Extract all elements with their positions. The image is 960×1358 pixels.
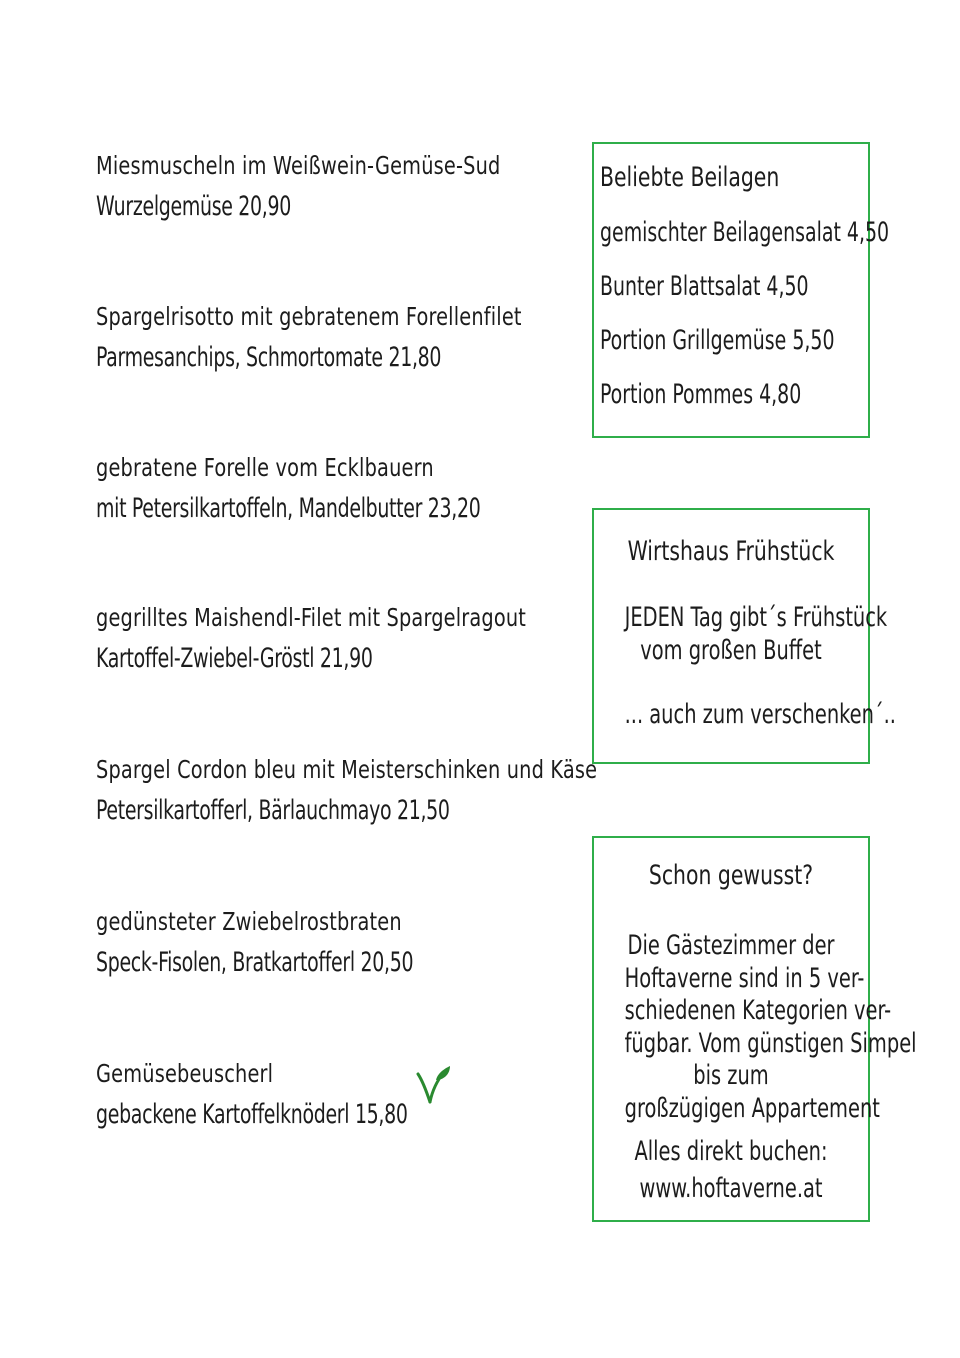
dish-name: Spargel Cordon bleu mit Meisterschinken und Käse [96, 755, 598, 784]
vegan-leaf-icon [414, 1064, 452, 1106]
info-text: fügbar. Vom günstigen Simpel [624, 1027, 917, 1059]
menu-item [96, 297, 586, 379]
info-text: bis zum [693, 1060, 769, 1091]
menu-item [96, 902, 586, 984]
dish-name: gedünsteter Zwiebelrostbraten [96, 907, 402, 936]
dish-description: Speck-Fisolen, Bratkartofferl 20,50 [96, 947, 414, 978]
dish-name: Miesmuscheln im Weißwein-Gemüse-Sud [96, 151, 501, 180]
dish-description: Parmesanchips, Schmortomate 21,80 [96, 342, 442, 373]
menu-item [96, 146, 586, 228]
breakfast-box [592, 508, 896, 764]
side-item: Portion Pommes 4,80 [600, 379, 802, 410]
dish-name: Gemüsebeuscherl [96, 1059, 274, 1088]
side-item: gemischter Beilagensalat 4,50 [600, 217, 890, 248]
info-text: Die Gästezimmer der [627, 930, 835, 961]
breakfast-text: vom großen Buffet [640, 634, 822, 666]
dish-description: Wurzelgemüse 20,90 [96, 191, 291, 222]
menu-item [96, 750, 598, 832]
dish-name: gegrilltes Maishendl-Filet mit Spargelragout [96, 603, 527, 632]
info-text: großzügigen Appartement [624, 1092, 880, 1124]
side-item: Bunter Blattsalat 4,50 [600, 271, 809, 302]
sides-box [592, 142, 890, 438]
info-title: Schon gewusst? [648, 860, 814, 891]
breakfast-text: JEDEN Tag gibt´s Frühstück [624, 602, 888, 633]
menu-item [96, 1054, 586, 1136]
website-link[interactable]: www.hoftaverne.at [639, 1173, 823, 1204]
menu-item [96, 448, 586, 530]
breakfast-title: Wirtshaus Frühstück [627, 536, 835, 567]
breakfast-gift-text: ... auch zum verschenken´.. [624, 699, 896, 730]
menu-item [96, 598, 586, 680]
info-text: schiedenen Kategorien ver- [624, 995, 892, 1026]
dish-name: Spargelrisotto mit gebratenem Forellenfilet [96, 302, 522, 331]
sides-title: Beliebte Beilagen [600, 162, 780, 193]
info-box [592, 836, 917, 1222]
dish-description: Petersilkartofferl, Bärlauchmayo 21,50 [96, 795, 450, 826]
dish-name: gebratene Forelle vom Ecklbauern [96, 453, 434, 482]
info-text: Hoftaverne sind in 5 ver- [624, 962, 865, 994]
booking-text: Alles direkt buchen: [634, 1136, 828, 1167]
dish-description: Kartoffel-Zwiebel-Gröstl 21,90 [96, 643, 373, 674]
side-item: Portion Grillgemüse 5,50 [600, 325, 835, 356]
dish-description: gebackene Kartoffelknöderl 15,80 [96, 1099, 408, 1130]
dish-description: mit Petersilkartoffeln, Mandelbutter 23,20 [96, 493, 481, 524]
